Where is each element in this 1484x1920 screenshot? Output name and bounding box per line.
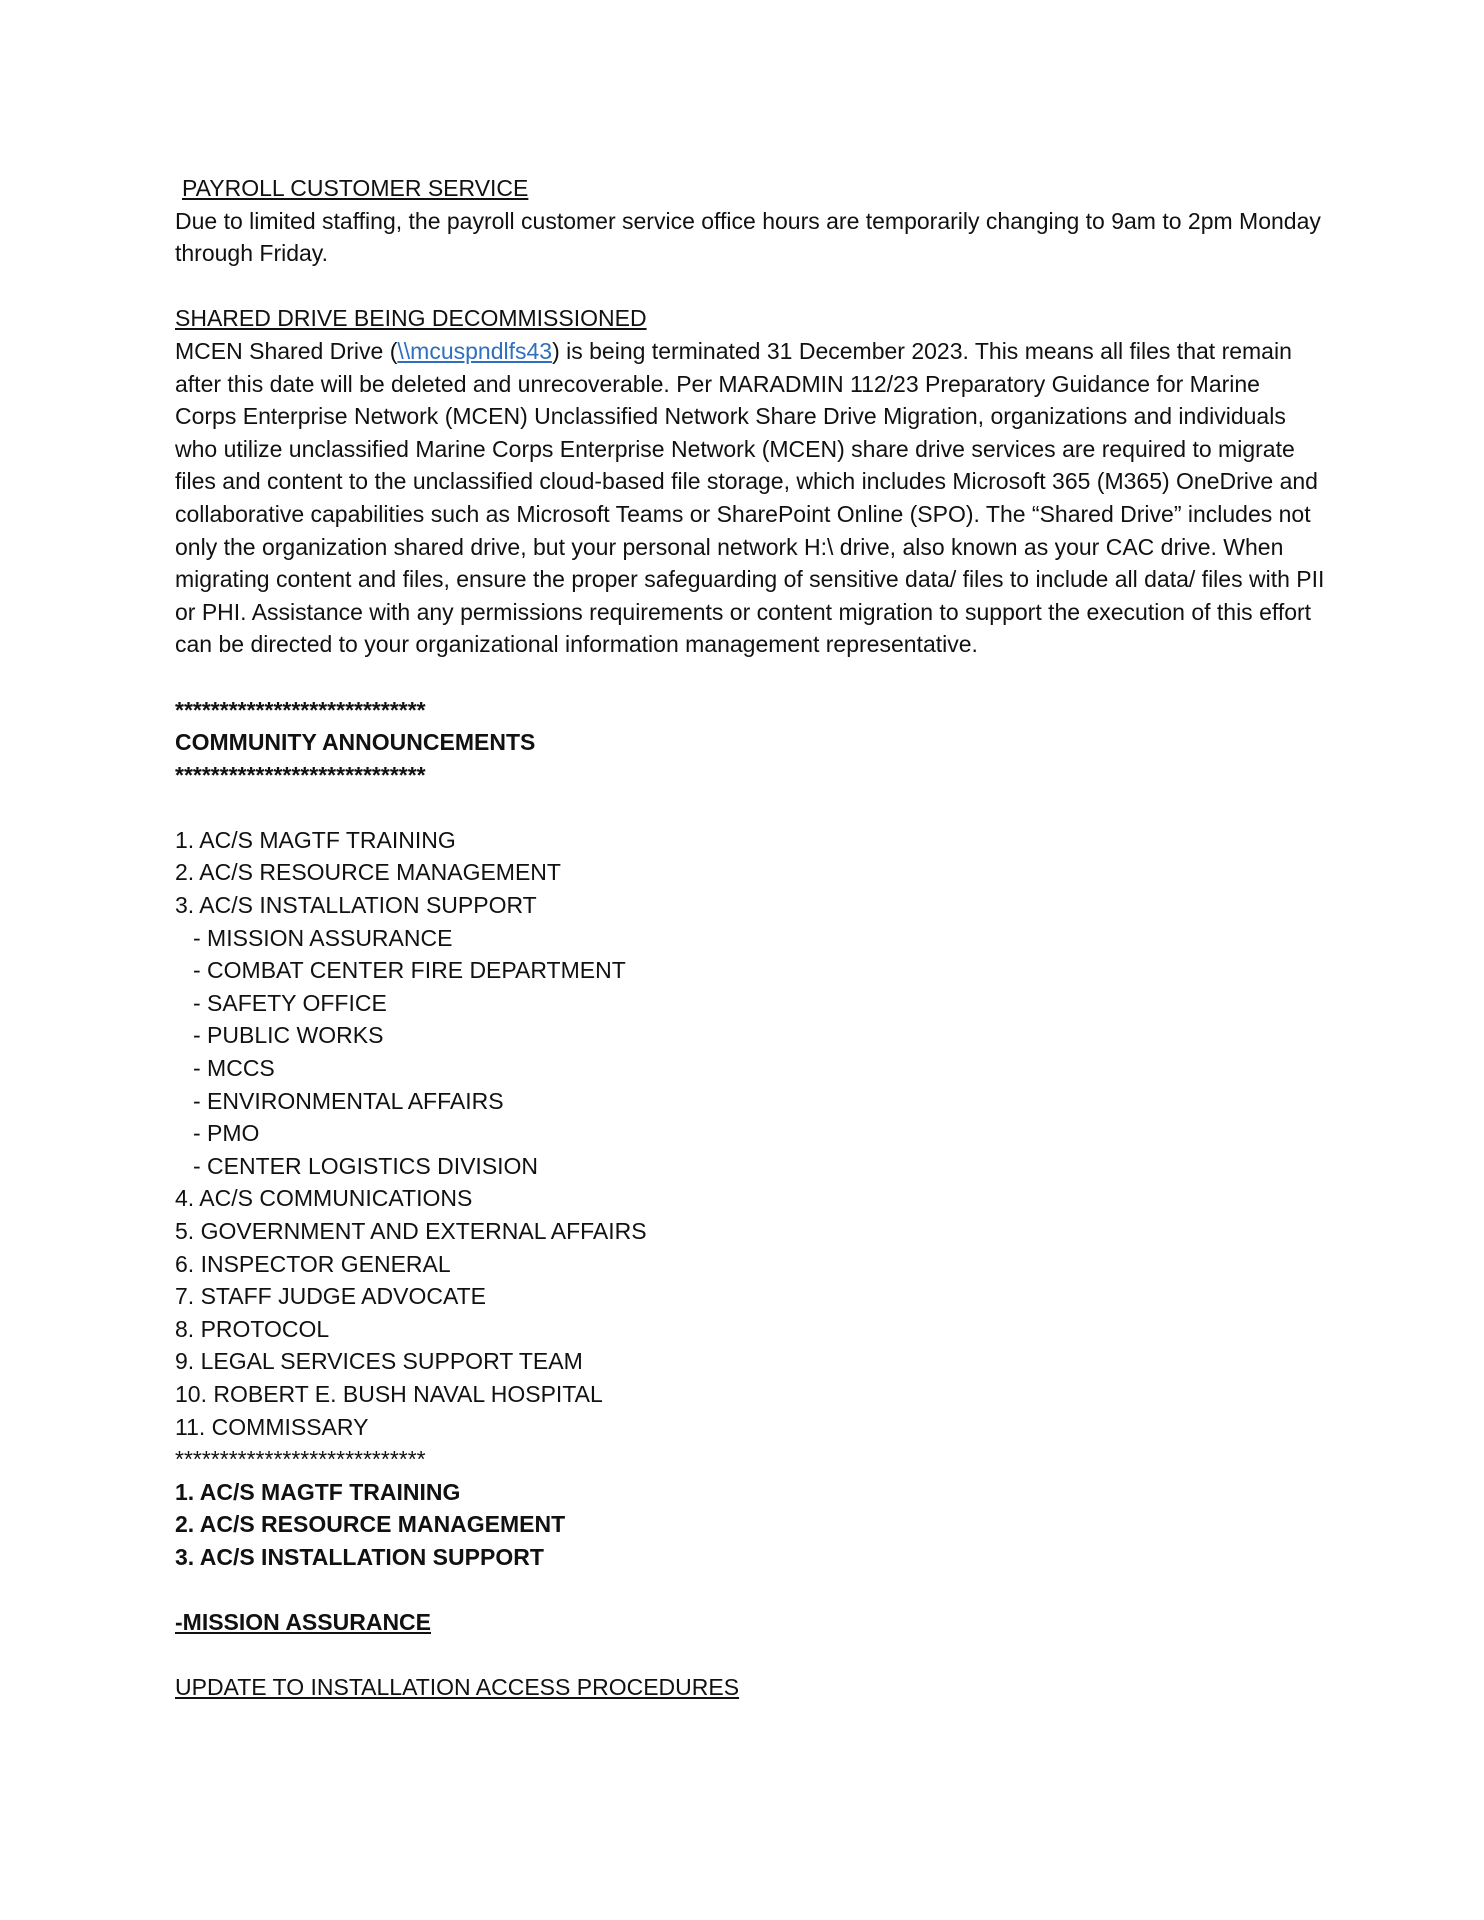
stars-divider-mid: **************************** [175, 761, 426, 788]
spacer [175, 1574, 1325, 1607]
toc-item: 6. INSPECTOR GENERAL [175, 1250, 451, 1277]
toc-item: - ENVIRONMENTAL AFFAIRS [193, 1087, 504, 1114]
section-heading-installation: 3. AC/S INSTALLATION SUPPORT [175, 1543, 544, 1570]
payroll-heading: PAYROLL CUSTOMER SERVICE [182, 175, 529, 201]
shared-drive-body-rest: ) is being terminated 31 December 2023. This means all files that remain after this date will be deleted and unrecoverable. Per MARADMIN 112/23 Preparatory Guidance for Marine Corps Enterprise Network (MCEN) Unclassified Network Share Drive Migration, organizations and individuals who utilize unclassified Marine Corps Enterprise Network (MCEN) share drive services are required to migrate files and content to the unclassified cloud-based file storage, which includes Microsoft 365 (M365) OneDrive and collaborative capabilities such as Microsoft Teams or SharePoint Online (SPO). The “Shared Drive” includes not only the organization shared drive, but your personal network H:\ drive, also known as your CAC drive. When migrating content and files, ensure the proper safeguarding of sensitive data/ files to include all data/ files with PII or PHI. Assistance with any permissions requirements or content migration to support the execution of this effort can be directed to your organizational information management representative. [175, 337, 1325, 658]
payroll-body: Due to limited staffing, the payroll customer service office hours are temporarily changing to 9am to 2pm Monday through Friday. [175, 207, 1321, 267]
toc-item: 11. COMMISSARY [175, 1413, 369, 1440]
toc-item: 7. STAFF JUDGE ADVOCATE [175, 1283, 486, 1310]
access-update-heading: UPDATE TO INSTALLATION ACCESS PROCEDURES [175, 1674, 740, 1701]
toc-item: - PUBLIC WORKS [193, 1022, 384, 1049]
toc-item: - PMO [193, 1120, 260, 1147]
shared-drive-heading: SHARED DRIVE BEING DECOMMISSIONED [175, 305, 647, 332]
toc-item: - MISSION ASSURANCE [193, 924, 453, 951]
spacer [175, 661, 1325, 694]
stars-divider-bottom: **************************** [175, 1446, 426, 1473]
toc-item: 10. ROBERT E. BUSH NAVAL HOSPITAL [175, 1380, 603, 1407]
spacer [175, 270, 1325, 303]
toc-item: - CENTER LOGISTICS DIVISION [193, 1152, 539, 1179]
spacer [175, 1639, 1325, 1672]
toc-item: 3. AC/S INSTALLATION SUPPORT [175, 892, 537, 919]
spacer [175, 791, 1325, 824]
stars-divider-top: **************************** [175, 696, 426, 723]
toc-item: 1. AC/S MAGTF TRAINING [175, 826, 456, 853]
community-heading: COMMUNITY ANNOUNCEMENTS [175, 729, 536, 756]
toc-item: - SAFETY OFFICE [193, 989, 387, 1016]
toc-item: 4. AC/S COMMUNICATIONS [175, 1185, 473, 1212]
shared-drive-body [175, 335, 1325, 661]
shared-drive-body-prefix: MCEN Shared Drive ( [175, 337, 398, 364]
document-page [175, 172, 1325, 1704]
shared-drive-link[interactable]: \\mcuspndlfs43 [397, 337, 553, 364]
subsection-heading-mission-assurance: -MISSION ASSURANCE [175, 1609, 431, 1636]
toc-item: 8. PROTOCOL [175, 1315, 330, 1342]
section-heading-magtf: 1. AC/S MAGTF TRAINING [175, 1478, 461, 1505]
toc-item: - MCCS [193, 1055, 275, 1082]
section-heading-resource: 2. AC/S RESOURCE MANAGEMENT [175, 1511, 566, 1538]
toc-item: 2. AC/S RESOURCE MANAGEMENT [175, 859, 561, 886]
toc-item: 9. LEGAL SERVICES SUPPORT TEAM [175, 1348, 583, 1375]
toc-item: 5. GOVERNMENT AND EXTERNAL AFFAIRS [175, 1218, 647, 1244]
table-of-contents [175, 824, 1325, 1443]
toc-item: - COMBAT CENTER FIRE DEPARTMENT [193, 957, 626, 984]
